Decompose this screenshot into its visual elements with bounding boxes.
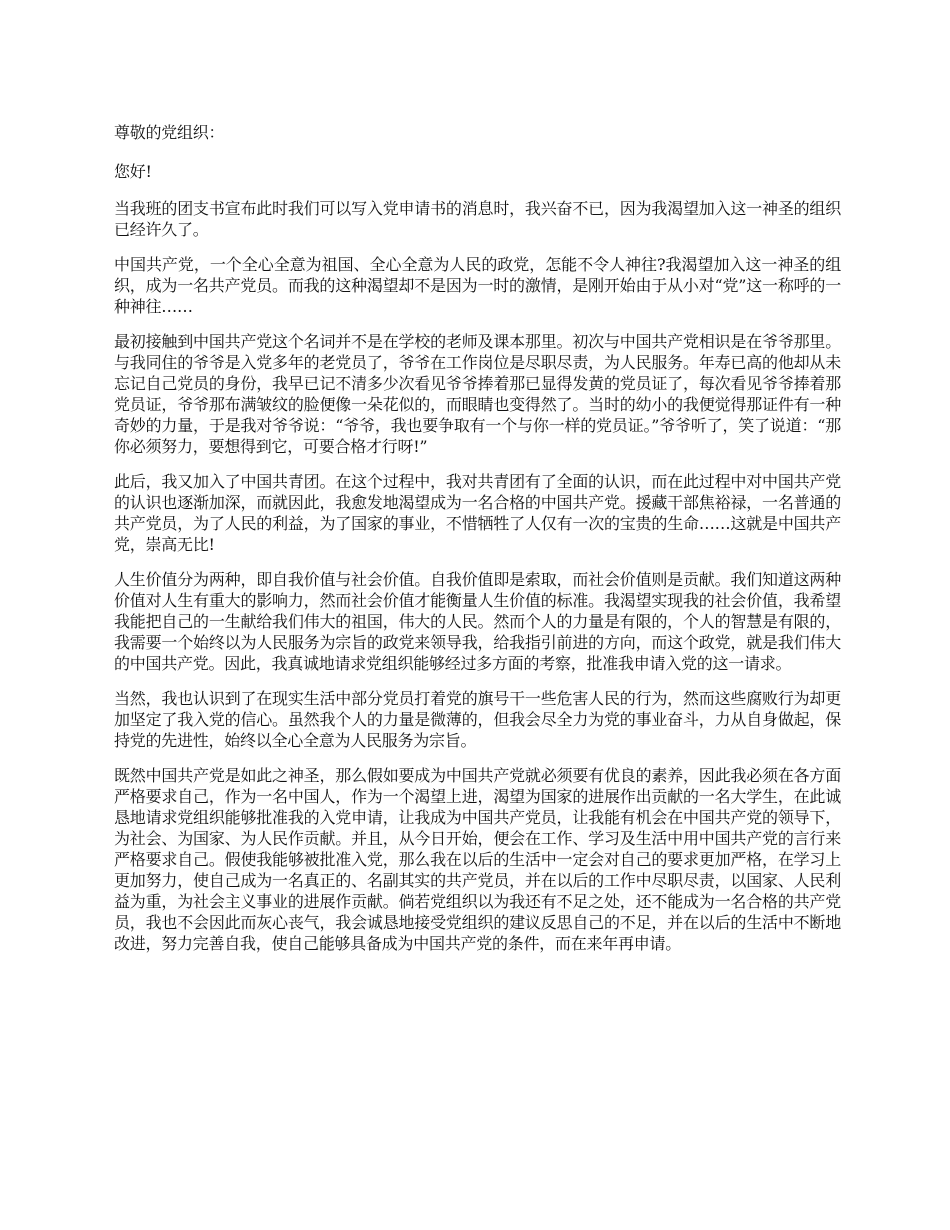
paragraph-2: 中国共产党，一个全心全意为祖国、全心全意为人民的政党，怎能不令人神往?我渴望加入这一神圣的组织，成为一名共产党员。而我的这种渴望却不是因为一时的激情，是刚开始由于从小对“党”这一称呼的一种神往…… bbox=[114, 255, 841, 316]
paragraph-5: 人生价值分为两种，即自我价值与社会价值。自我价值即是索取，而社会价值则是贡献。我们知道这两种价值对人生有重大的影响力，然而社会价值才能衡量人生价值的标准。我渴望实现我的社会价值，我希望我能把自己的一生献给我们伟大的祖国，伟大的人民。然而个人的力量是有限的，个人的智慧是有限的，我需要一个始终以为人民服务为宗旨的政党来领导我，给我指引前进的方向，而这个政党，就是我们伟大的中国共产党。因此，我真诚地请求党组织能够经过多方面的考察，批准我申请入党的这一请求。 bbox=[114, 570, 841, 673]
paragraph-1: 当我班的团支书宣布此时我们可以写入党申请书的消息时，我兴奋不已，因为我渴望加入这一神圣的组织已经许久了。 bbox=[114, 199, 841, 239]
greeting: 您好! bbox=[114, 162, 152, 181]
paragraph-4: 此后，我又加入了中国共青团。在这个过程中，我对共青团有了全面的认识，而在此过程中对中国共产党的认识也逐渐加深，而就因此，我愈发地渴望成为一名合格的中国共产党。援藏干部焦裕禄，一名普通的共产党员，为了人民的利益，为了国家的事业，不惜牺牲了人仅有一次的宝贵的生命……这就是中国共产党，崇高无比! bbox=[114, 472, 841, 554]
paragraph-6: 当然，我也认识到了在现实生活中部分党员打着党的旗号干一些危害人民的行为，然而这些腐败行为却更加坚定了我入党的信心。虽然我个人的力量是微薄的，但我会尽全力为党的事业奋斗，力从自身做起，保持党的先进性，始终以全心全意为人民服务为宗旨。 bbox=[114, 689, 841, 750]
paragraph-7: 既然中国共产党是如此之神圣，那么假如要成为中国共产党就必须要有优良的素养，因此我必须在各方面严格要求自己，作为一名中国人，作为一个渴望上进，渴望为国家的进展作出贡献的一名大学生，在此诚恳地请求党组织能够批准我的入党申请，让我成为中国共产党员，让我能有机会在中国共产党的领导下，为社会、为国家、为人民作贡献。并且，从今日开始，便会在工作、学习及生活中用中国共产党的言行来严格要求自己。假使我能够被批准入党，那么我在以后的生活中一定会对自己的要求更加严格，在学习上更加努力，使自己成为一名真正的、名副其实的共产党员，并在以后的工作中尽职尽责，以国家、人民利益为重，为社会主义事业的进展作贡献。倘若党组织以为我还有不足之处，还不能成为一名合格的共产党员，我也不会因此而灰心丧气，我会诚恳地接受党组织的建议反思自己的不足，并在以后的生活中不断地改进，努力完善自我，使自己能够具备成为中国共产党的条件，而在来年再申请。 bbox=[114, 766, 841, 953]
salutation: 尊敬的党组织： bbox=[114, 123, 225, 142]
paragraph-3: 最初接触到中国共产党这个名词并不是在学校的老师及课本那里。初次与中国共产党相识是在爷爷那里。与我同住的爷爷是入党多年的老党员了，爷爷在工作岗位是尽职尽责，为人民服务。年寿已高的他却从未忘记自己党员的身份，我早已记不清多少次看见爷爷捧着那已显得发黄的党员证了，每次看见爷爷捧着那党员证，爷爷那布满皱纹的脸便像一朵花似的，而眼睛也变得然了。当时的幼小的我便觉得那证件有一种奇妙的力量，于是我对爷爷说：“爷爷，我也要争取有一个与你一样的党员证。”爷爷听了，笑了说道：“那你必须努力，要想得到它，可要合格才行呀!” bbox=[114, 332, 841, 456]
letter-body bbox=[114, 122, 841, 968]
